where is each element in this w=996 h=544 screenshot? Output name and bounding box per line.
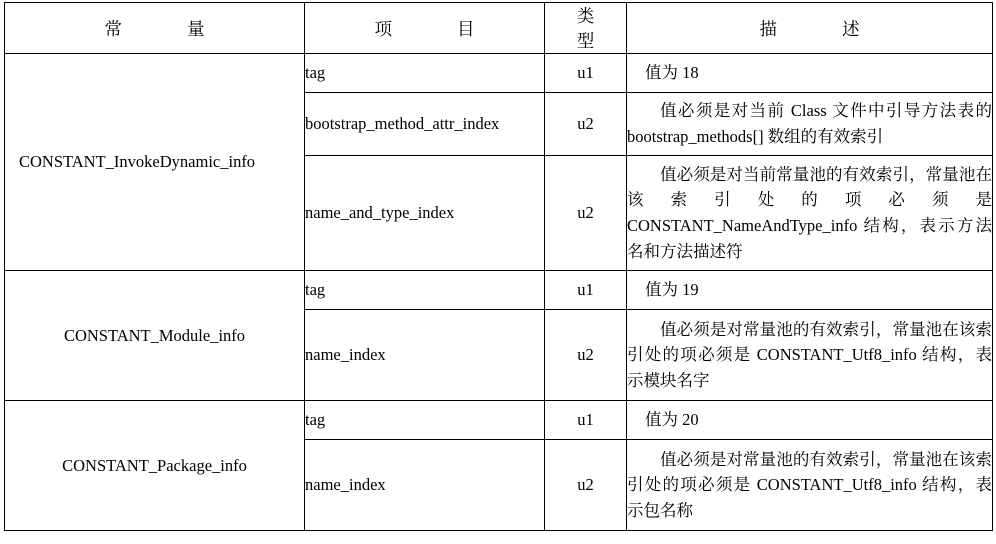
item-description-cell bbox=[627, 271, 993, 310]
table-row bbox=[5, 54, 993, 93]
item-type-label: u1 bbox=[577, 280, 594, 299]
item-type-cell bbox=[545, 156, 627, 271]
item-name-label: tag bbox=[305, 62, 326, 82]
constant-name-label: CONSTANT_Module_info bbox=[63, 325, 246, 345]
item-type-label: u1 bbox=[577, 63, 594, 82]
item-description-cell bbox=[627, 310, 993, 401]
item-name-label: name_and_type_index bbox=[305, 202, 455, 222]
item-type-cell bbox=[545, 440, 627, 531]
item-type-cell bbox=[545, 54, 627, 93]
header-constant bbox=[5, 3, 305, 54]
item-description-label: 值必须是对常量池的有效索引，常量池在该索引处的项必须是 CONSTANT_Utf8_info 结构，表示模块名字 bbox=[627, 319, 992, 390]
table-row bbox=[5, 401, 993, 440]
document-page bbox=[0, 2, 996, 544]
item-type-label: u2 bbox=[577, 203, 594, 222]
constant-name-cell bbox=[5, 271, 305, 401]
table-row bbox=[5, 271, 993, 310]
constant-pool-table bbox=[4, 2, 993, 531]
item-description-cell bbox=[627, 440, 993, 531]
item-type-cell bbox=[545, 93, 627, 156]
constant-name-cell bbox=[5, 54, 305, 271]
item-name-cell bbox=[305, 401, 545, 440]
header-type-label: 类 型 bbox=[576, 6, 632, 51]
item-description-cell bbox=[627, 156, 993, 271]
header-item bbox=[305, 3, 545, 54]
header-description bbox=[627, 3, 993, 54]
item-type-label: u2 bbox=[577, 345, 594, 364]
constant-name-label: CONSTANT_Package_info bbox=[62, 455, 247, 475]
constant-name-label: CONSTANT_InvokeDynamic_info bbox=[19, 152, 256, 172]
item-name-cell bbox=[305, 440, 545, 531]
item-name-label: name_index bbox=[305, 474, 386, 494]
item-name-cell bbox=[305, 93, 545, 156]
header-constant-label: 常 量 bbox=[104, 18, 215, 39]
item-name-label: tag bbox=[305, 409, 326, 429]
item-name-cell bbox=[305, 54, 545, 93]
item-name-cell bbox=[305, 310, 545, 401]
item-type-cell bbox=[545, 271, 627, 310]
item-name-label: bootstrap_method_attr_index bbox=[305, 113, 500, 133]
item-description-label: 值为 19 bbox=[645, 280, 699, 300]
table-header bbox=[5, 3, 993, 54]
item-name-label: tag bbox=[305, 279, 326, 299]
item-description-label: 值必须是对当前常量池的有效索引，常量池在该索引处的项必须是 CONSTANT_NameAndType_info 结构，表示方法名和方法描述符 bbox=[627, 164, 992, 261]
item-type-label: u2 bbox=[577, 114, 594, 133]
item-type-label: u1 bbox=[577, 410, 594, 429]
header-item-label: 项 目 bbox=[374, 18, 485, 39]
item-name-label: name_index bbox=[305, 344, 386, 364]
item-description-label: 值为 18 bbox=[645, 63, 699, 83]
item-description-label: 值必须是对常量池的有效索引，常量池在该索引处的项必须是 CONSTANT_Utf8_info 结构，表示包名称 bbox=[627, 449, 992, 520]
item-description-cell bbox=[627, 93, 993, 156]
item-description-label: 值为 20 bbox=[645, 410, 699, 430]
header-type bbox=[545, 3, 632, 54]
header-description-label: 描 述 bbox=[759, 18, 870, 39]
item-description-label: 值必须是对当前 Class 文件中引导方法表的 bootstrap_methods[] 数组的有效索引 bbox=[627, 101, 992, 146]
item-type-label: u2 bbox=[577, 475, 594, 494]
item-type-cell bbox=[545, 310, 627, 401]
item-description-cell bbox=[627, 54, 993, 93]
item-name-cell bbox=[305, 156, 545, 271]
table-header-row bbox=[5, 3, 993, 54]
table-body bbox=[5, 54, 993, 531]
item-name-cell bbox=[305, 271, 545, 310]
item-description-cell bbox=[627, 401, 993, 440]
item-type-cell bbox=[545, 401, 627, 440]
constant-name-cell bbox=[5, 401, 305, 531]
